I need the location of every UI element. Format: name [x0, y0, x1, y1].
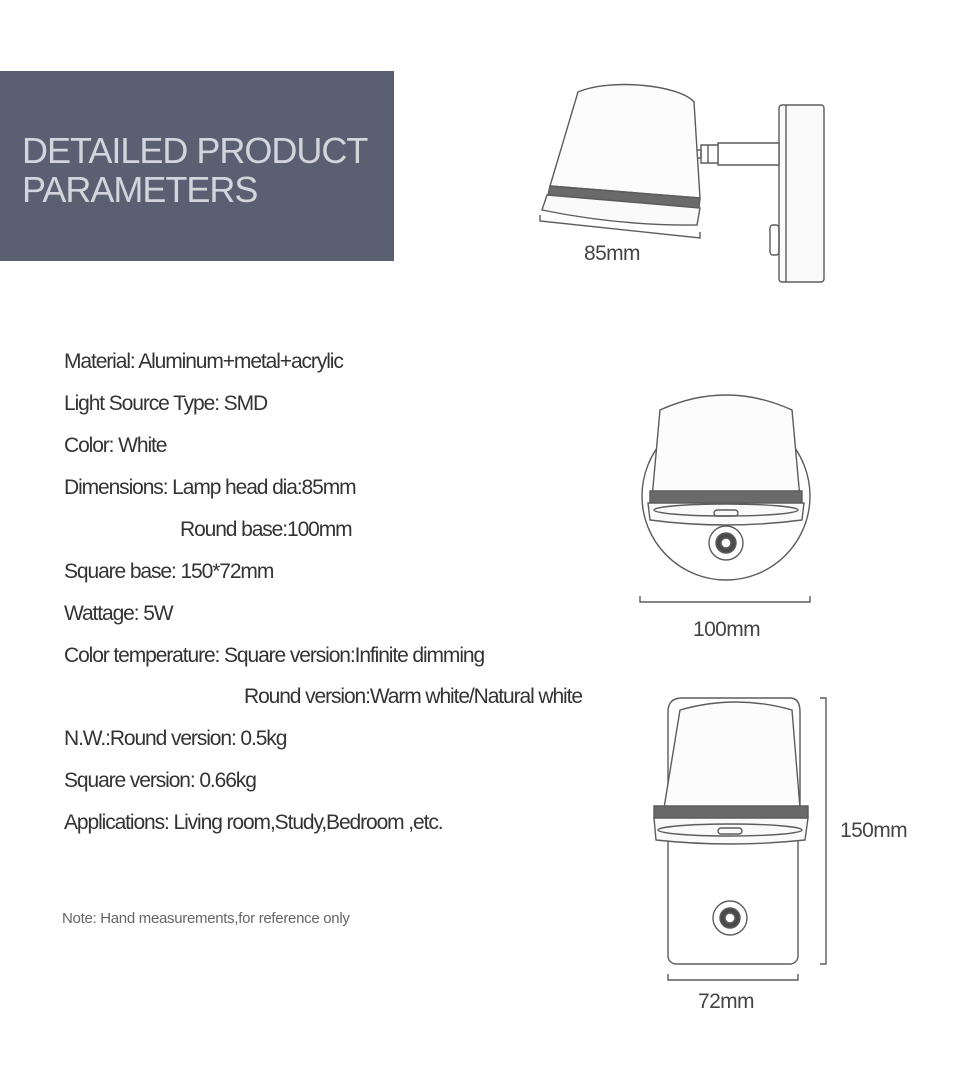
spec-dimensions: Dimensions: Lamp head dia:85mm [64, 476, 356, 499]
lamp-square-base-front-icon [640, 690, 840, 990]
spec-material: Material: Aluminum+metal+acrylic [64, 350, 343, 373]
lamp-round-base-front-icon [630, 380, 825, 610]
spec-square-base: Square base: 150*72mm [64, 560, 274, 583]
dimension-square-width: 72mm [698, 990, 754, 1013]
spec-round-base: Round base:100mm [180, 518, 352, 541]
spec-round-version-temperature: Round version:Warm white/Natural white [244, 685, 582, 708]
spec-wattage: Wattage: 5W [64, 602, 173, 625]
spec-color: Color: White [64, 434, 167, 457]
spec-light-source: Light Source Type: SMD [64, 392, 268, 415]
lamp-side-view-icon [530, 80, 830, 290]
spec-color-temperature: Color temperature: Square version:Infinite dimming [64, 644, 485, 667]
measurement-note: Note: Hand measurements,for reference only [62, 910, 350, 927]
page-title-line-2: PARAMETERS [22, 169, 258, 210]
dimension-square-height: 150mm [840, 819, 908, 842]
dimension-round-diameter: 100mm [693, 618, 761, 641]
dimension-side-width: 85mm [584, 242, 640, 265]
page-title-line-1: DETAILED PRODUCT [22, 130, 368, 171]
spec-applications: Applications: Living room,Study,Bedroom ,etc. [64, 811, 443, 834]
spec-net-weight: N.W.:Round version: 0.5kg [64, 727, 287, 750]
page-title [22, 131, 367, 209]
spec-square-weight: Square version: 0.66kg [64, 769, 256, 792]
